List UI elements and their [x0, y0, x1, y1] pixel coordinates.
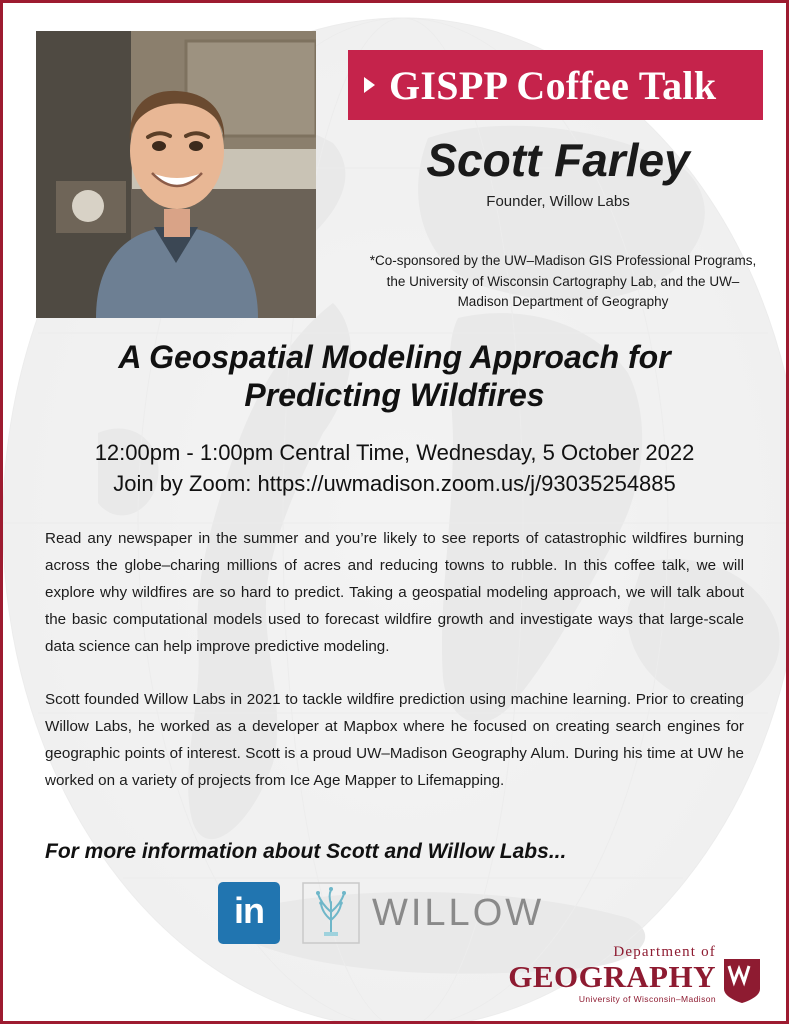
talk-logistics: [43, 437, 746, 499]
logo-row: [3, 882, 786, 944]
gispp-banner: [348, 50, 763, 120]
poster-content: [3, 3, 786, 1021]
willow-tree-icon: [302, 882, 360, 944]
speaker-role: Founder, Willow Labs: [486, 193, 630, 210]
talk-title: A Geospatial Modeling Approach for Predicting Wildfires: [118, 339, 671, 413]
zoom-join-link[interactable]: Join by Zoom: https://uwmadison.zoom.us/j/93035254885: [113, 470, 676, 496]
poster-header: [3, 3, 786, 333]
uw-crest-icon: [722, 957, 762, 1005]
speaker-bio: Scott founded Willow Labs in 2021 to tackle wildfire prediction using machine learning. Prior to creating Willow Labs, he worked as a developer at Mapbox where he focused on creating search engines for geographic points of interest. Scott is a proud UW–Madison Geography Alum. During his time at UW he worked on a variety of projects from Ice Age Mapper to Lifemapping.: [45, 691, 744, 790]
dept-line-university: University of Wisconsin–Madison: [578, 993, 716, 1004]
triangle-bullet-icon: [364, 77, 375, 93]
speaker-photo: [36, 31, 316, 318]
talk-abstract: Read any newspaper in the summer and you’re likely to see reports of catastrophic wildfires burning across the globe–charing millions of acres and reducing towns to rubble. In this coffee talk, we will explore why wildfires are so hard to predict. Taking a geospatial modeling approach, we will talk about the basic computational models used to forecast wildfire growth and investigate ways that large-scale data science can help improve predictive modeling.: [45, 529, 744, 656]
linkedin-icon[interactable]: [218, 882, 280, 944]
willow-wordmark: WILLOW: [372, 891, 545, 934]
dept-line-geography: GEOGRAPHY: [508, 958, 716, 994]
linkedin-mark-label: in: [234, 890, 264, 932]
banner-title: GISPP Coffee Talk: [389, 62, 717, 108]
more-info-heading: For more information about Scott and Willow Labs...: [45, 840, 567, 864]
talk-datetime: 12:00pm - 1:00pm Central Time, Wednesday, 5 October 2022: [94, 439, 695, 465]
dept-line-department-of: Department of: [613, 943, 716, 960]
willow-labs-logo[interactable]: [302, 882, 544, 944]
speaker-name: Scott Farley: [426, 134, 690, 186]
department-logo-text: [508, 945, 716, 1004]
cosponsor-note: *Co-sponsored by the UW–Madison GIS Professional Programs, the University of Wisconsin Cartography Lab, and the UW–Madison Department of Geography: [369, 253, 757, 310]
